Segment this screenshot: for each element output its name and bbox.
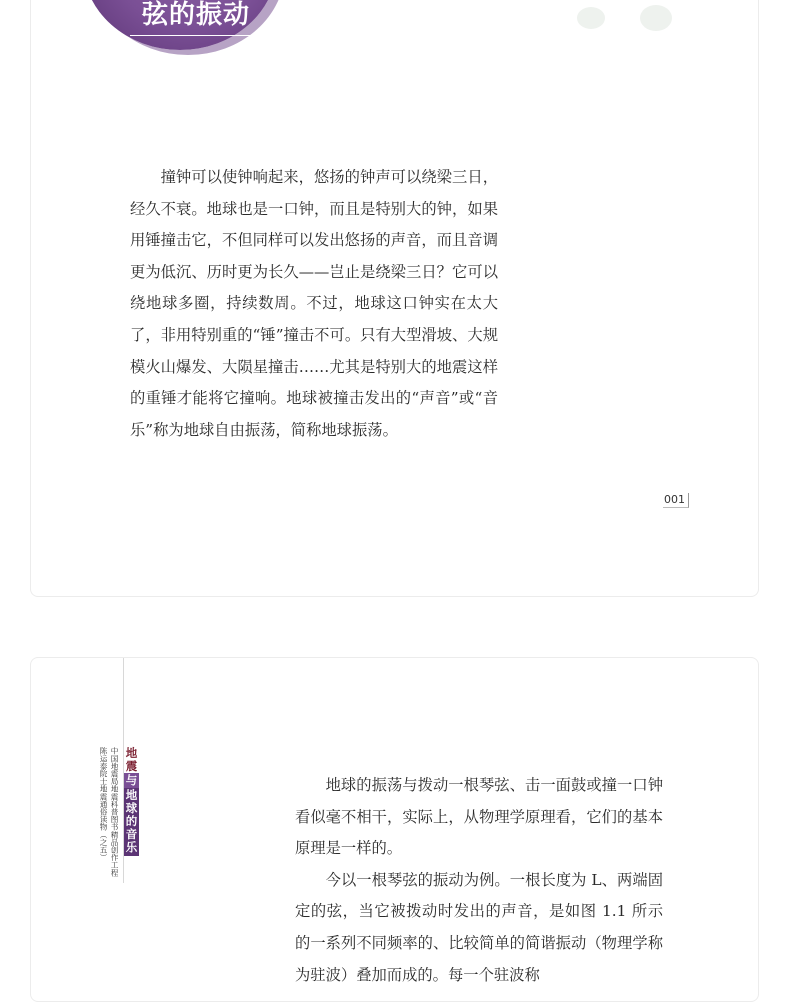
series-title [124,747,139,856]
series-program: 中国地震局地震科普图书精品创作工程 [110,747,119,877]
series-title-part: 地震 [125,746,138,773]
paragraph: 今以一根琴弦的振动为例。一根长度为 L、两端固定的弦，当它被拨动时发出的声音，是如图 1.1 所示的一系列不同频率的、比较简单的简谐振动（物理学称为驻波）叠加而成的。每一个驻波称 [295,870,663,984]
series-title-part: 地球的音乐 [125,788,138,854]
series-author: 陈运泰院士地震通俗读物（之五） [99,747,108,861]
paragraph: 地球的振荡与拨动一根琴弦、击一面鼓或撞一口钟看似毫不相干，实际上，从物理学原理看，它们的基本原理是一样的。 [295,776,663,858]
paragraph: 撞钟可以使钟响起来，悠扬的钟声可以绕梁三日，经久不衰。地球也是一口钟，而且是特别大的钟，如果用锤撞击它，不但同样可以发出悠扬的声音，而且音调更为低沉、历时更为长久——岂止是绕梁三日？它可以绕地球多圈，持续数周。不过，地球这口钟实在太大了，非用特别重的“锤”撞击不可。只有大型滑坡、大规模火山爆发、大陨星撞击……尤其是特别大的地震这样的重锤才能将它撞响。地球被撞击发出的“声音”或“音乐”称为地球自由振荡，简称地球振荡。 [130,168,498,439]
faint-decoration [551,0,701,38]
series-title-part: 与 [125,773,138,787]
book-page-1 [30,0,759,597]
series-marker [99,747,139,887]
page-1-body [130,162,498,446]
page-number: 001 [663,493,689,508]
page-2-body [295,770,663,991]
chapter-title: 弦的振动 [130,0,258,36]
book-page-2 [30,657,759,1002]
